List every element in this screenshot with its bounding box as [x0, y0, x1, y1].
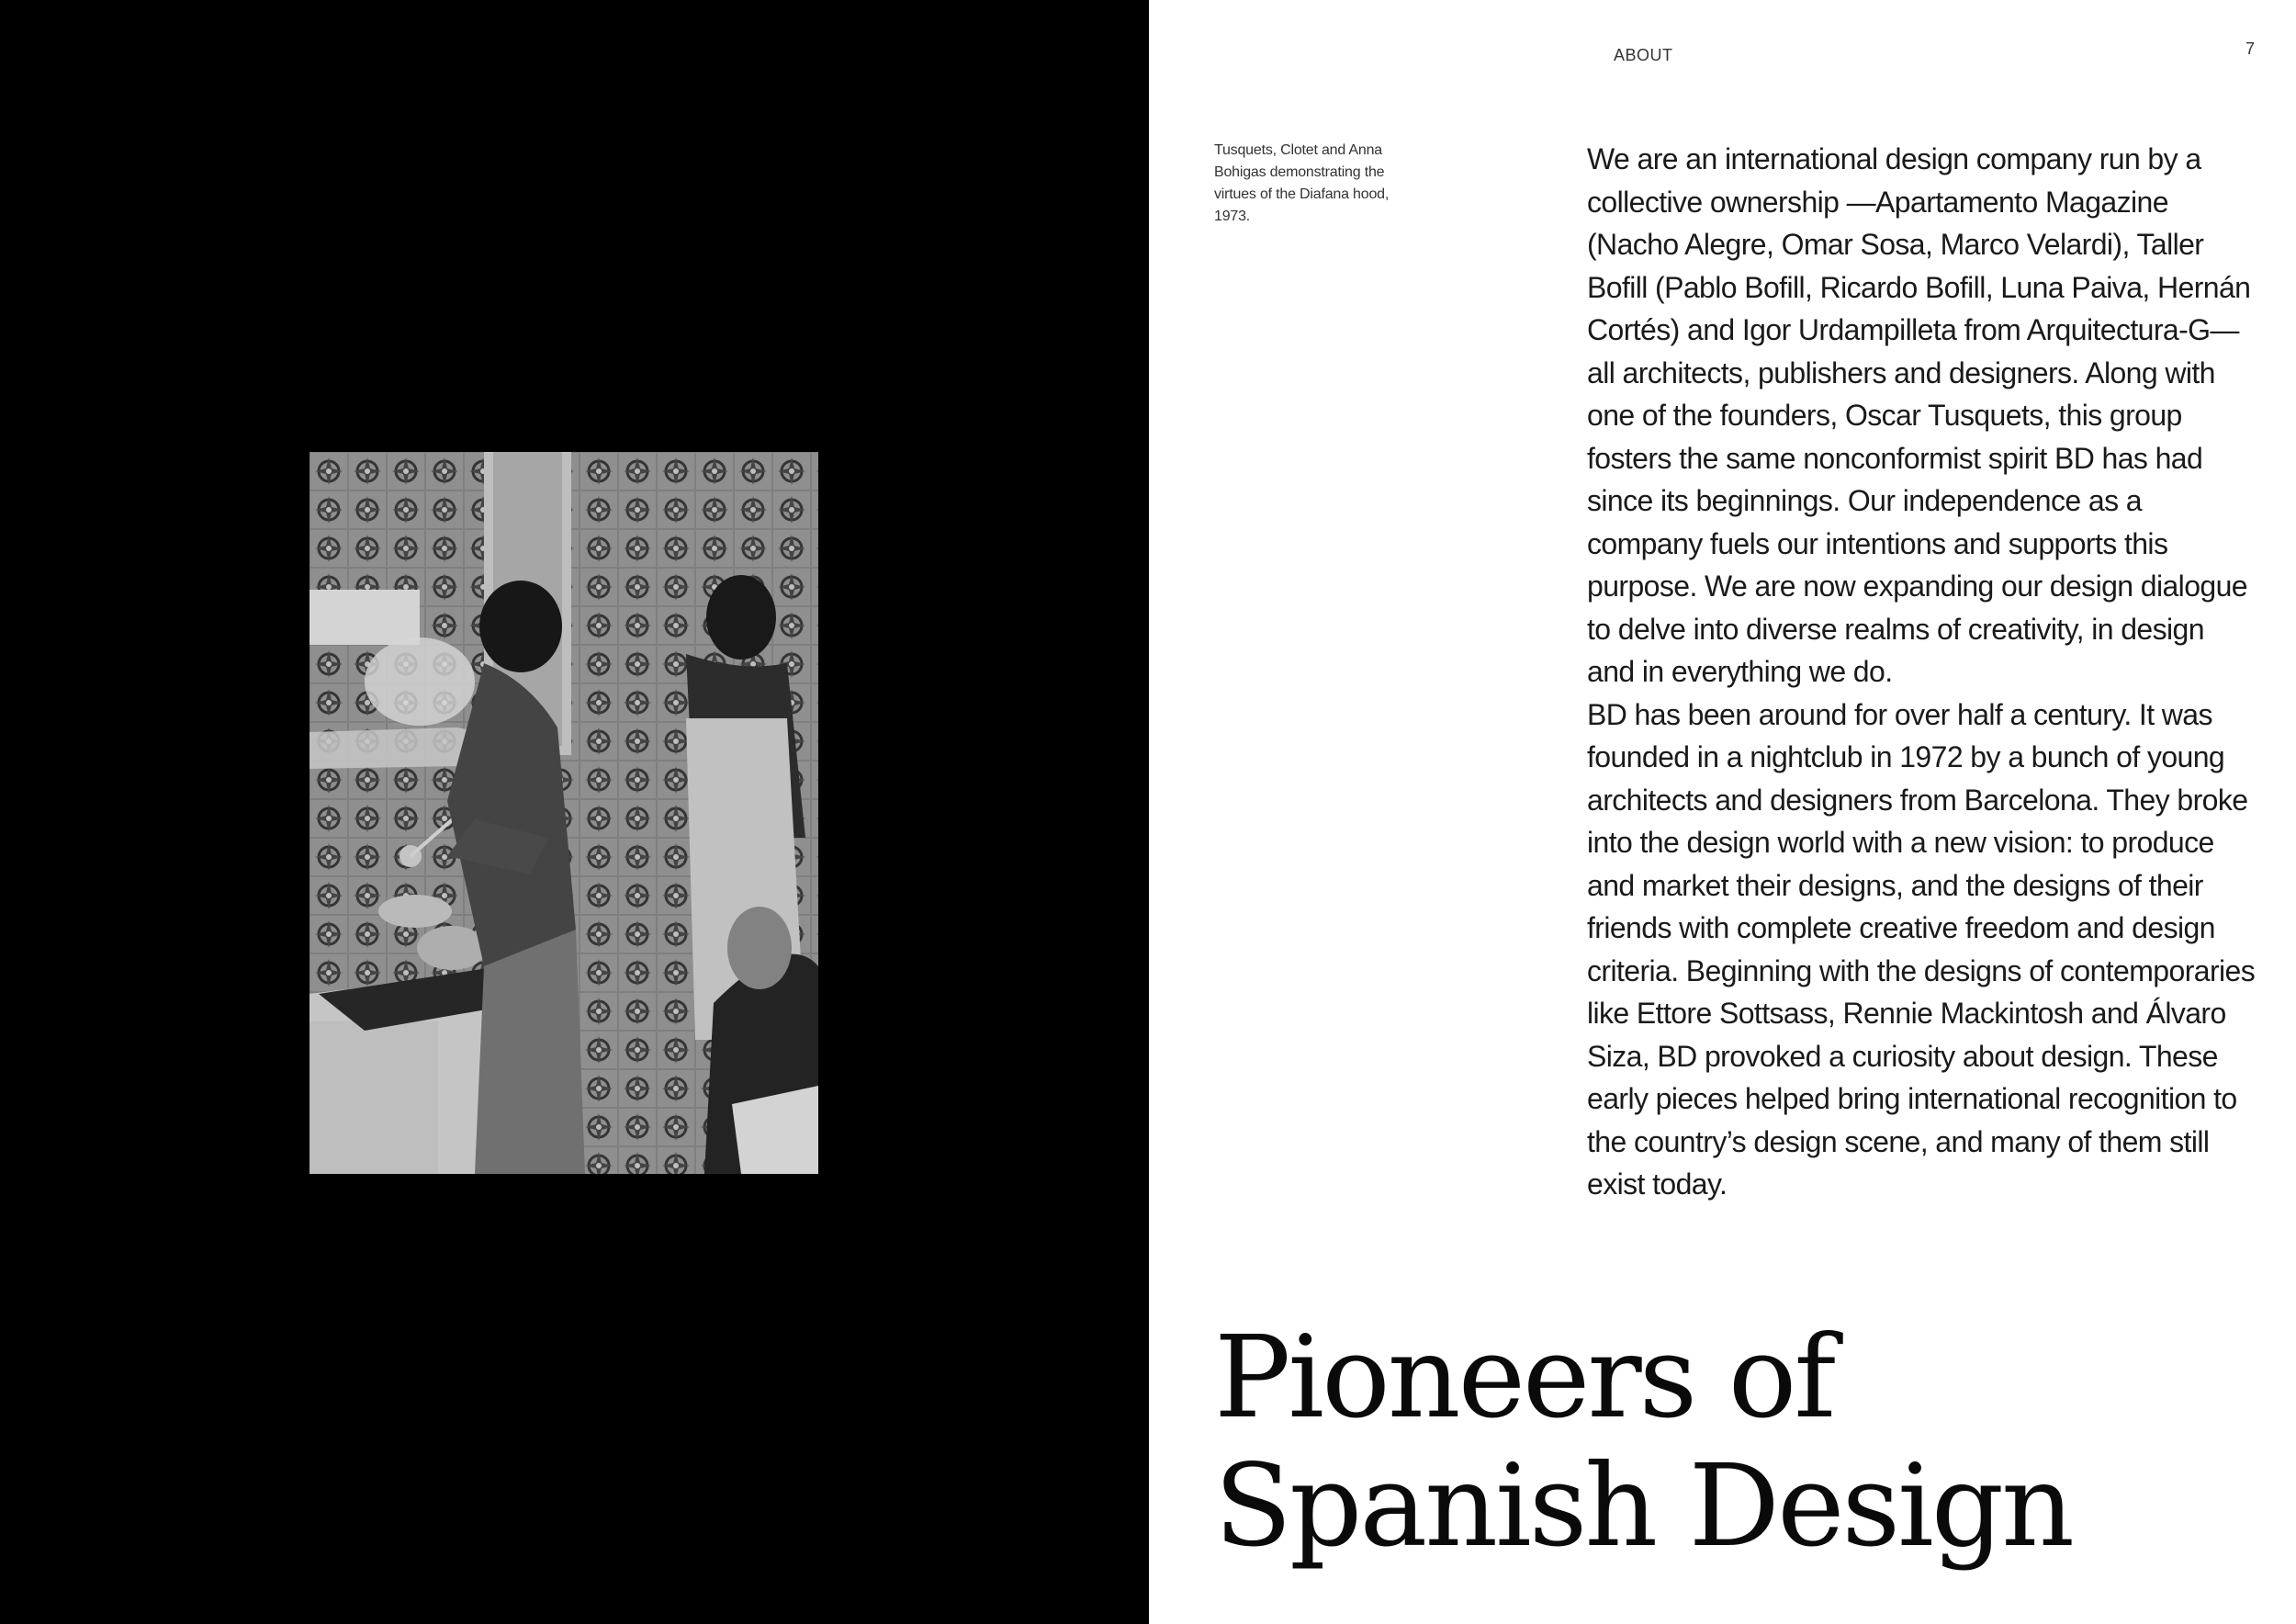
kitchen-photo-illustration [310, 452, 818, 1174]
body-paragraph-1: We are an international design company run by a collective ownership —Apartamento Magazine (Nacho Alegre, Omar Sosa, Marco Velardi), Taller Bofill (Pablo Bofill, Ricardo Bofill, Luna Paiva, Hernán Cortés) and Igor Urdampilleta from Arquitectura-G— all architects, publishers and designers. Along with one of the founders, Oscar Tusquets, this group fosters the same nonconformist spirit BD has had since its beginnings. Our independence as a company fuels our intentions and supports this purpose. We are now expanding our design dialogue to delve into diverse realms of creativity, in design and in everything we do. [1587, 142, 2251, 688]
headline-line-1: Pioneers of [1214, 1312, 1834, 1444]
body-text [1587, 138, 2257, 1206]
running-head: ABOUT [1614, 46, 1673, 64]
body-paragraph-2: BD has been around for over half a century. It was founded in a nightclub in 1972 by a bunch of young architects and designers from Barcelona. They broke into the design world with a new vision: to produce and market their designs, and the designs of their friends with complete creative freedom and design criteria. Beginning with the designs of contemporaries like Ettore Sottsass, Rennie Mackintosh and Álvaro Siza, BD provoked a curiosity about design. These early pieces helped bring international recognition to the country’s design scene, and many of them still exist today. [1587, 697, 2256, 1201]
section-headline [1214, 1314, 2133, 1571]
photo-caption: Tusquets, Clotet and Anna Bohigas demonstrating the virtues of the Diafana hood, 1973. [1214, 142, 1390, 224]
page-number: 7 [2245, 39, 2256, 58]
kitchen-photo [310, 452, 818, 1174]
headline-line-2: Spanish Design [1214, 1440, 2073, 1573]
